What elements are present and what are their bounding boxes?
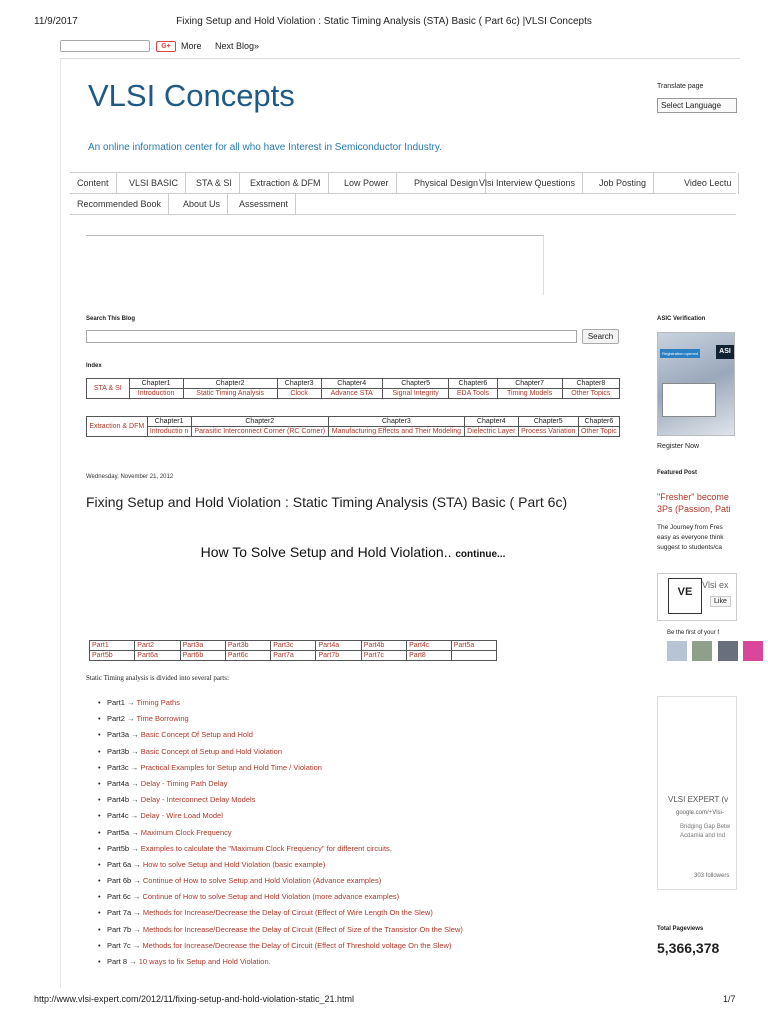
featured-body: The Journey from Fres easy as everyone think suggest to students/ca xyxy=(657,524,724,551)
arrow-icon: → xyxy=(127,957,139,966)
part-number: Part5a xyxy=(107,827,130,837)
chapter-header: Chapter6 xyxy=(578,417,619,427)
like-button[interactable]: Like xyxy=(710,596,731,607)
continue-link[interactable]: continue... xyxy=(455,549,506,560)
chapter-topic-link[interactable]: Introduction xyxy=(129,389,183,399)
bullet-icon: • xyxy=(98,730,101,740)
next-blog-link[interactable]: Next Blog» xyxy=(215,41,260,51)
part-number: Part2 xyxy=(107,714,125,724)
search-label: Search This Blog xyxy=(86,316,136,322)
blog-title[interactable]: VLSI Concepts xyxy=(88,78,295,113)
part-topic-link[interactable]: Practical Examples for Setup and Hold Time / Violation xyxy=(140,762,322,772)
blog-description: An online information center for all who have Interest in Semiconductor Industry. xyxy=(88,142,442,153)
chapter-header: Chapter4 xyxy=(321,379,382,389)
list-item xyxy=(98,843,463,859)
arrow-icon: → xyxy=(124,698,137,707)
index-row-header[interactable]: Extraction & DFM xyxy=(87,417,148,437)
bullet-icon: • xyxy=(98,957,101,966)
arrow-icon: → xyxy=(128,811,141,821)
tab-item[interactable]: Video Lectu xyxy=(677,173,739,194)
arrow-icon: → xyxy=(129,795,141,805)
list-item xyxy=(98,713,463,729)
total-pageviews-label: Total Pageviews xyxy=(657,926,704,932)
gplus-followers: 303 followers xyxy=(694,873,730,879)
part-topic-link[interactable]: Continue of How to solve Setup and Hold Violation (Advance examples) xyxy=(142,876,382,886)
asic-banner-image[interactable] xyxy=(657,332,735,436)
part-number: Part 7a xyxy=(107,908,132,918)
tab-item[interactable]: Job Posting xyxy=(592,173,654,194)
list-item xyxy=(98,810,463,826)
bullet-icon: • xyxy=(98,762,101,772)
chapter-topic-link[interactable]: Clock xyxy=(277,389,321,399)
tab-item[interactable]: VLSI BASIC xyxy=(122,173,186,194)
list-item xyxy=(98,940,463,956)
chapter-header: Chapter5 xyxy=(518,417,578,427)
part-link[interactable]: Part5a xyxy=(451,641,496,651)
avatar[interactable] xyxy=(743,641,763,661)
search-button[interactable]: Search xyxy=(582,329,619,344)
chapter-header: Chapter1 xyxy=(129,379,183,389)
bullet-icon: • xyxy=(98,714,101,724)
part-link[interactable]: Part1 xyxy=(90,641,135,651)
part-number: Part5b xyxy=(107,843,130,853)
chapter-header: Chapter3 xyxy=(277,379,321,389)
bullet-icon: • xyxy=(98,892,101,902)
tab-item[interactable]: Low Power xyxy=(337,173,397,194)
gplus-button[interactable]: G+ xyxy=(156,41,176,52)
chapter-header: Chapter8 xyxy=(562,379,619,389)
sta-index-table xyxy=(86,378,620,399)
chapter-header: Chapter4 xyxy=(464,417,518,427)
part-topic-link[interactable]: Timing Paths xyxy=(136,698,180,707)
part-number: Part 6b xyxy=(107,876,132,886)
list-item xyxy=(98,956,463,972)
part-link[interactable]: Part7c xyxy=(361,651,406,661)
chapter-topic-link[interactable]: Process Variation xyxy=(518,427,578,437)
part-link[interactable]: Part7a xyxy=(271,651,316,661)
asic-badge: ASI xyxy=(716,345,734,359)
part-number: Part 6a xyxy=(107,859,132,869)
post-date: Wednesday, November 21, 2012 xyxy=(86,474,174,480)
bullet-icon: • xyxy=(98,940,101,950)
language-select[interactable]: Select Language xyxy=(657,98,737,113)
part-link[interactable]: Part6a xyxy=(135,651,180,661)
tab-item[interactable]: Vlsi Interview Questions xyxy=(472,173,583,194)
tab-item[interactable]: Recommended Book xyxy=(70,194,169,215)
tab-item[interactable]: About Us xyxy=(176,194,228,215)
arrow-icon: → xyxy=(129,746,141,756)
arrow-icon: → xyxy=(131,876,143,886)
avatar[interactable] xyxy=(692,641,712,661)
registration-badge: Registration opened xyxy=(660,349,700,358)
chapter-header: Chapter2 xyxy=(183,379,277,389)
ad-box xyxy=(86,235,544,295)
google-plus-widget xyxy=(657,696,737,890)
register-now-link[interactable]: Register Now xyxy=(657,443,700,450)
gplus-desc-text: Bridging Gap Betw Acdamia and Ind xyxy=(680,824,731,839)
chapter-header: Chapter3 xyxy=(328,417,464,427)
arrow-icon: → xyxy=(130,940,143,950)
tab-item[interactable]: Assessment xyxy=(232,194,296,215)
part-topic-link[interactable]: Methods for Increase/Decrease the Delay of Circuit (Effect of Threshold voltage On the Slew) xyxy=(142,940,452,950)
arrow-icon: → xyxy=(128,762,141,772)
part-link[interactable]: Part7b xyxy=(316,651,361,661)
avatar[interactable] xyxy=(667,641,687,661)
tab-item[interactable]: Physical Design xyxy=(407,173,486,194)
chapter-topic-link[interactable]: Static Timing Analysis xyxy=(183,389,277,399)
part-topic-link[interactable]: Delay - Interconnect Delay Models xyxy=(140,795,256,805)
list-item xyxy=(98,778,463,794)
subhead-text: How To Solve Setup and Hold Violation.. xyxy=(200,544,452,560)
chapter-topic-link[interactable]: EDA Tools xyxy=(449,389,497,399)
bullet-icon: • xyxy=(98,698,101,707)
chapter-header: Chapter6 xyxy=(449,379,497,389)
part-link[interactable]: Part3b xyxy=(225,641,270,651)
chapter-topic-link[interactable]: Advance STA xyxy=(321,389,382,399)
list-item xyxy=(98,924,463,940)
arrow-icon: → xyxy=(131,859,143,869)
part-number: Part 8 xyxy=(107,957,128,966)
part-topic-link[interactable]: Maximum Clock Frequency xyxy=(140,827,232,837)
list-item xyxy=(98,875,463,891)
part-link[interactable]: Part4b xyxy=(361,641,406,651)
list-item xyxy=(98,794,463,810)
chapter-topic-link[interactable]: Dielectric Layer xyxy=(464,427,518,437)
bullet-icon: • xyxy=(98,859,101,869)
bullet-icon: • xyxy=(98,908,101,918)
arrow-icon: → xyxy=(124,714,137,724)
chapter-header: Chapter1 xyxy=(147,417,191,427)
part-number: Part3c xyxy=(107,762,129,772)
part-topic-link[interactable]: 10 ways to fix Setup and Hold Violation. xyxy=(138,957,271,966)
vlsi-expert-logo[interactable]: VE xyxy=(668,578,702,614)
chapter-topic-link[interactable]: Other Topics xyxy=(562,389,619,399)
part-topic-link[interactable]: Delay - Timing Path Delay xyxy=(140,778,228,788)
part-link[interactable]: Part3a xyxy=(180,641,225,651)
translate-label: Translate page xyxy=(657,83,704,90)
part-topic-link[interactable]: Basic Concept Of Setup and Hold xyxy=(140,730,253,740)
gplus-page-name[interactable]: VLSI EXPERT (v xyxy=(668,795,729,804)
part-number: Part 7c xyxy=(107,940,131,950)
bullet-icon: • xyxy=(98,843,101,853)
facebook-page-name[interactable]: Vlsi ex xyxy=(702,580,729,590)
part-topic-link[interactable]: Time Borrowing xyxy=(136,714,189,724)
bullet-icon: • xyxy=(98,876,101,886)
part-number: Part4b xyxy=(107,795,130,805)
print-footer-url: http://www.vlsi-expert.com/2012/11/fixing-setup-and-hold-violation-static_21.html xyxy=(34,994,354,1004)
chapter-header: Chapter7 xyxy=(497,379,562,389)
part-link[interactable]: Part5b xyxy=(90,651,135,661)
gplus-description xyxy=(680,823,730,841)
gplus-url[interactable]: google.com/+Vlsi- xyxy=(676,810,724,816)
parts-intro: Static Timing analysis is divided into several parts: xyxy=(86,674,229,682)
post-title[interactable]: Fixing Setup and Hold Violation : Static Timing Analysis (STA) Basic ( Part 6c) xyxy=(86,494,568,510)
arrow-icon: → xyxy=(131,908,143,918)
list-item xyxy=(98,827,463,843)
print-title: Fixing Setup and Hold Violation : Static Timing Analysis (STA) Basic ( Part 6c) |VLSI Concepts xyxy=(176,16,592,27)
featured-text xyxy=(657,523,737,553)
facebook-avatars xyxy=(667,641,764,663)
arrow-icon: → xyxy=(130,892,143,902)
tabs-row-2 xyxy=(70,194,736,215)
page-tabs xyxy=(70,172,736,215)
dfm-index-table xyxy=(86,416,620,437)
chapter-header: Chapter2 xyxy=(191,417,328,427)
post-subhead xyxy=(0,544,706,560)
part-topic-link[interactable]: Methods for Increase/Decrease the Delay of Circuit (Effect of Size of the Transistor On the Slew) xyxy=(142,924,463,934)
arrow-icon: → xyxy=(129,730,141,740)
part-link[interactable]: Part8 xyxy=(407,651,452,661)
index-label: Index xyxy=(86,363,102,369)
chapter-topic-link[interactable]: Signal Integrity xyxy=(382,389,449,399)
part-topic-link[interactable]: Basic Concept of Setup and Hold Violation xyxy=(140,746,282,756)
list-item xyxy=(98,762,463,778)
banner-card xyxy=(662,383,716,417)
part-topic-link[interactable]: Delay - Wire Load Model xyxy=(140,811,223,821)
total-pageviews-value: 5,366,378 xyxy=(657,940,720,956)
tabs-row-1 xyxy=(70,173,736,194)
blogger-navbar xyxy=(60,38,700,54)
part-topic-link[interactable]: Methods for Increase/Decrease the Delay of Circuit (Effect of Wire Length On the Slew) xyxy=(142,908,433,918)
chapter-topic-link[interactable]: Introductio n xyxy=(147,427,191,437)
bullet-icon: • xyxy=(98,811,101,821)
bullet-icon: • xyxy=(98,827,101,837)
part-number: Part4c xyxy=(107,811,129,821)
bullet-icon: • xyxy=(98,778,101,788)
navbar-search-input[interactable] xyxy=(60,40,150,52)
list-item xyxy=(98,729,463,745)
asic-label: ASIC Verification xyxy=(657,316,706,322)
part-number: Part 6c xyxy=(107,892,131,902)
list-item xyxy=(98,746,463,762)
arrow-icon: → xyxy=(129,827,141,837)
avatar[interactable] xyxy=(718,641,738,661)
bullet-icon: • xyxy=(98,924,101,934)
part-link[interactable]: Part4c xyxy=(407,641,452,651)
print-date: 11/9/2017 xyxy=(34,16,78,27)
chapter-topic-link[interactable]: Timing Models xyxy=(497,389,562,399)
part-link[interactable]: Part6b xyxy=(180,651,225,661)
part-number: Part1 xyxy=(107,698,125,707)
part-link[interactable]: Part4a xyxy=(316,641,361,651)
part-topic-link[interactable]: How to solve Setup and Hold Violation (basic example) xyxy=(142,859,326,869)
part-number: Part3a xyxy=(107,730,130,740)
list-item xyxy=(98,859,463,875)
part-number: Part4a xyxy=(107,778,130,788)
tab-item[interactable]: STA & SI xyxy=(189,173,240,194)
part-link[interactable]: Part2 xyxy=(135,641,180,651)
search-input[interactable] xyxy=(86,330,577,343)
chapter-header: Chapter5 xyxy=(382,379,449,389)
bullet-icon: • xyxy=(98,746,101,756)
chapter-topic-link[interactable]: Parasitic Interconnect Corner (RC Corner) xyxy=(191,427,328,437)
arrow-icon: → xyxy=(129,843,141,853)
print-page-number: 1/7 xyxy=(723,994,736,1004)
facebook-widget xyxy=(657,573,737,621)
tab-item[interactable]: Content xyxy=(70,173,117,194)
part-topic-link[interactable]: Continue of How to solve Setup and Hold Violation (more advance examples) xyxy=(142,892,400,902)
chapter-topic-link[interactable]: Manufacturing Effects and Their Modeling xyxy=(328,427,464,437)
part-link[interactable]: Part6c xyxy=(225,651,270,661)
parts-list xyxy=(98,697,463,972)
featured-label: Featured Post xyxy=(657,470,698,476)
facebook-first-text: Be the first of your f xyxy=(667,630,720,636)
index-row-header[interactable]: STA & SI xyxy=(87,379,130,399)
part-link[interactable]: Part3c xyxy=(271,641,316,651)
more-link[interactable]: More xyxy=(181,41,202,51)
chapter-topic-link[interactable]: Other Topic xyxy=(578,427,619,437)
part-link[interactable] xyxy=(451,651,496,661)
list-item xyxy=(98,907,463,923)
part-topic-link[interactable]: Examples to calculate the "Maximum Clock Frequency" for different circuits. xyxy=(140,843,392,853)
arrow-icon: → xyxy=(131,924,143,934)
parts-table xyxy=(89,640,497,661)
bullet-icon: • xyxy=(98,795,101,805)
featured-title-text[interactable]: "Fresher" become 3Ps (Passion, Pati xyxy=(657,492,731,514)
part-number: Part 7b xyxy=(107,924,132,934)
list-item xyxy=(98,697,463,713)
featured-title[interactable] xyxy=(657,491,737,515)
tab-item[interactable]: Extraction & DFM xyxy=(243,173,329,194)
arrow-icon: → xyxy=(129,778,141,788)
list-item xyxy=(98,891,463,907)
part-number: Part3b xyxy=(107,746,130,756)
